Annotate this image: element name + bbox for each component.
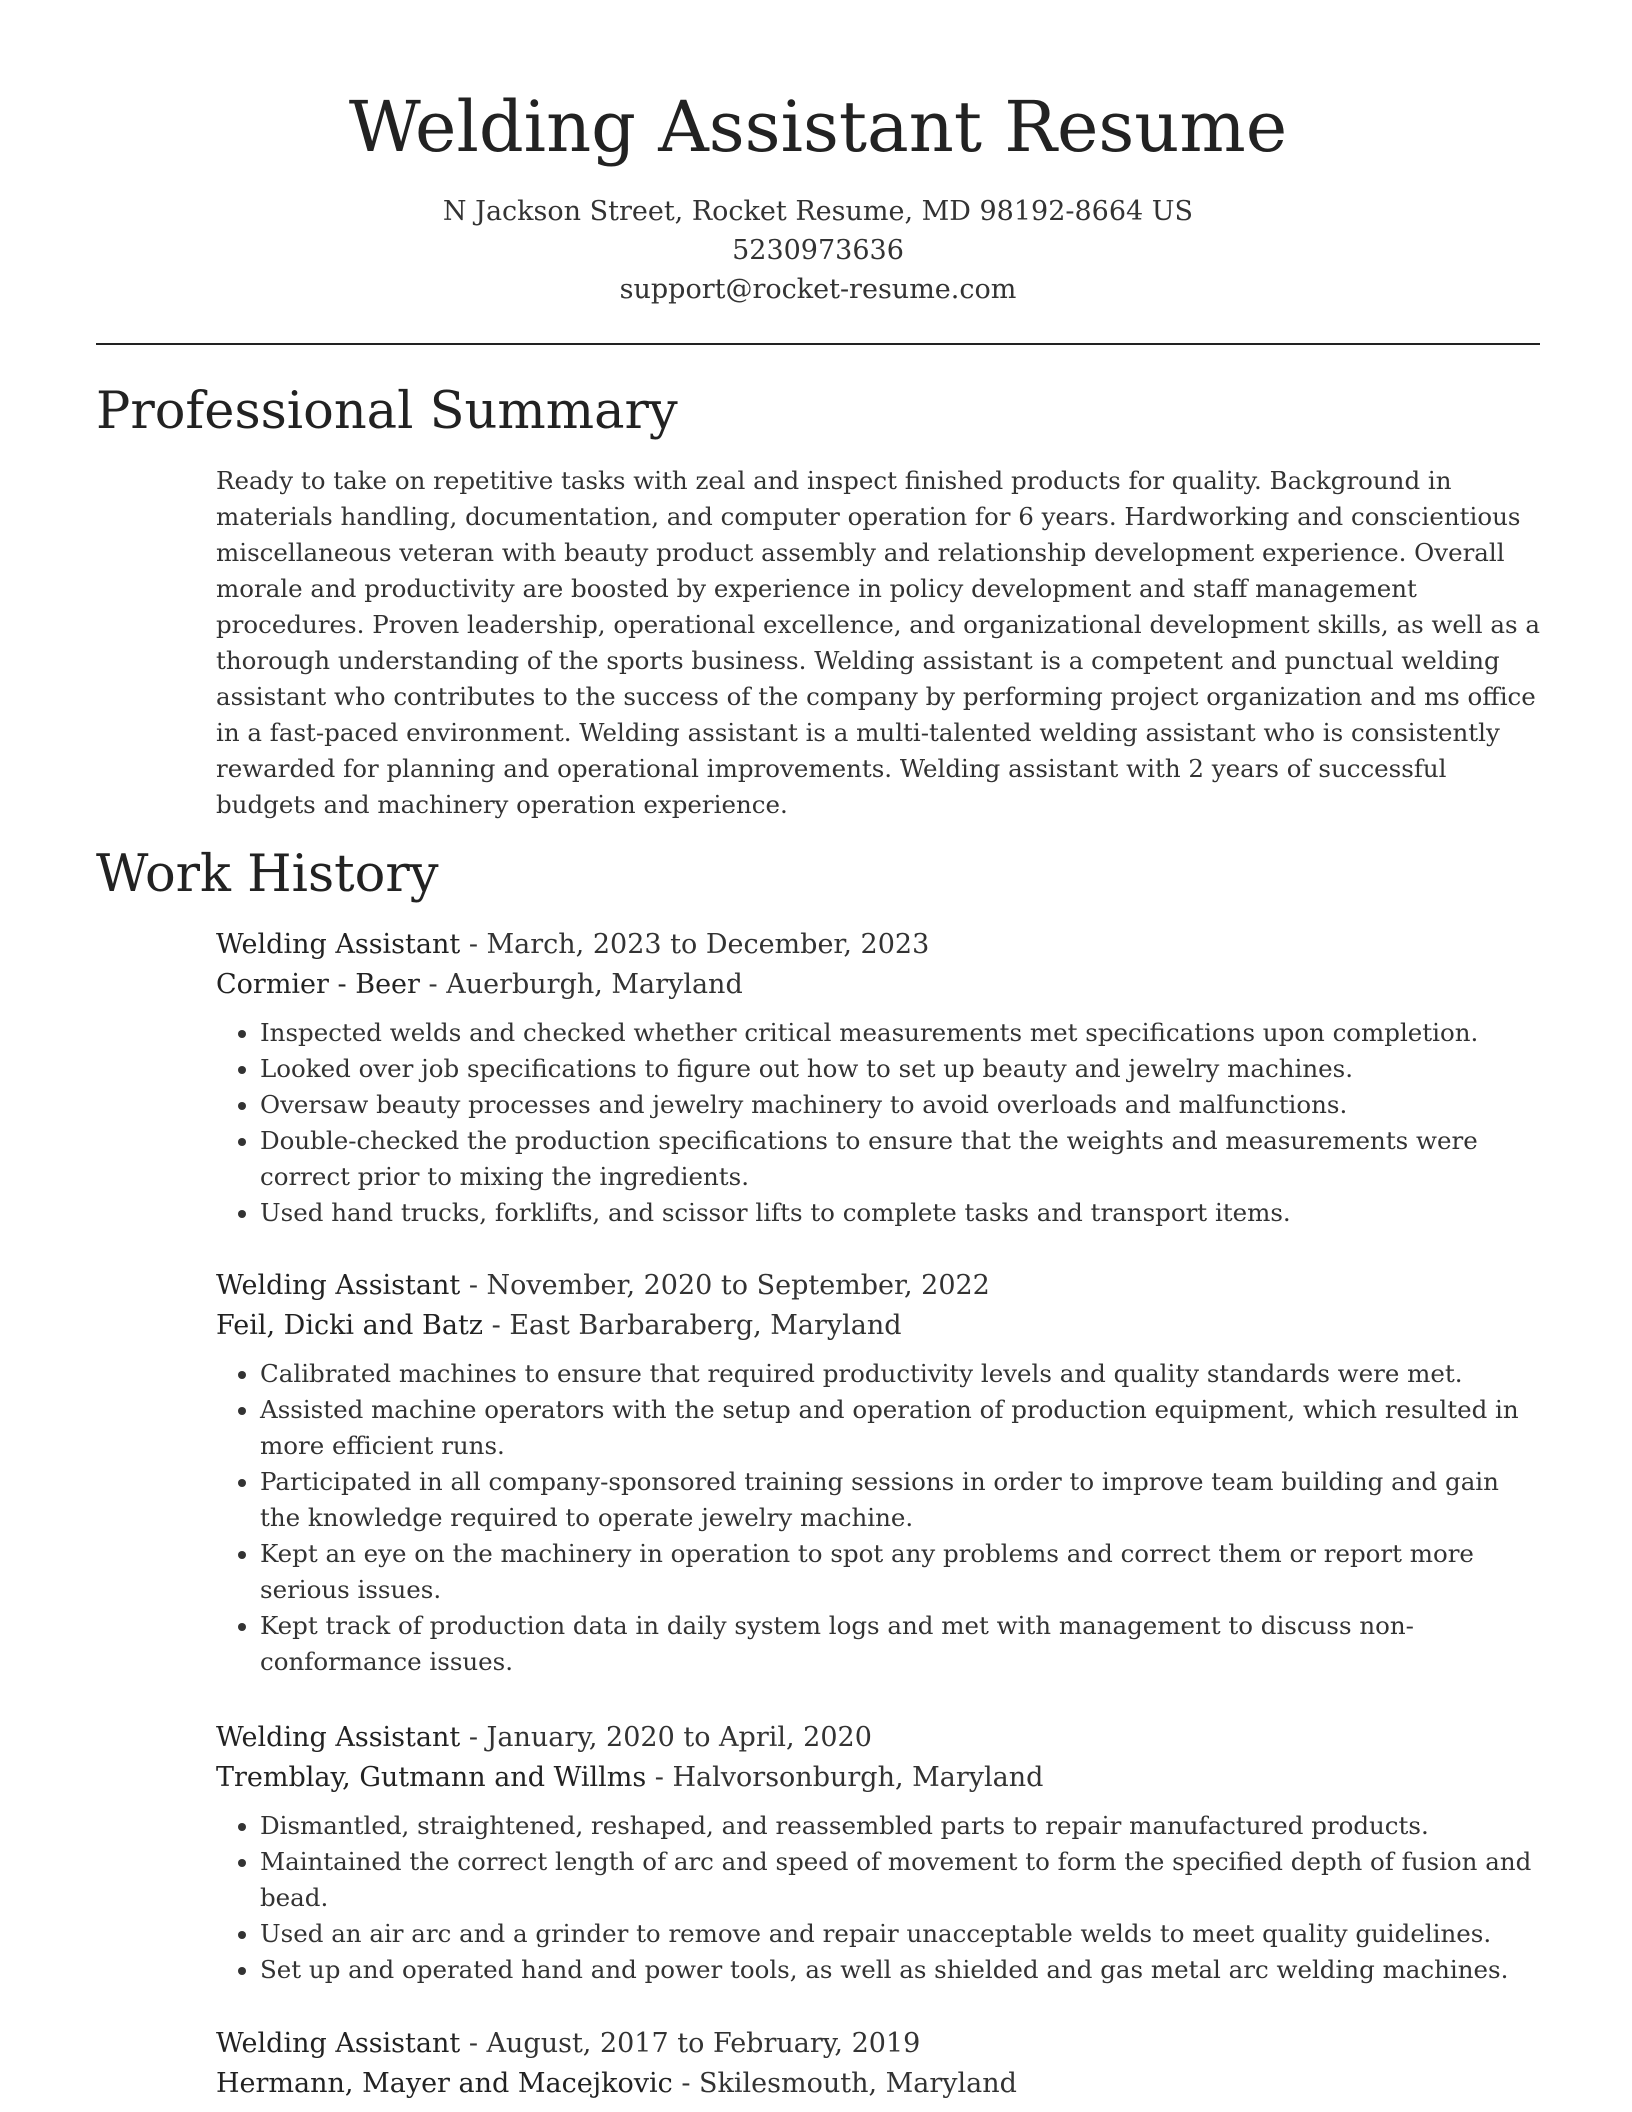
job-title: Welding Assistant [216, 1722, 461, 1753]
job-bullet: • Looked over job specifications to figure out how to set up beauty and jewelry machines. [260, 1051, 1544, 1087]
job-bullets [216, 1808, 1544, 1988]
job-location: - East Barbaraberg, Maryland [483, 1310, 902, 1341]
job-title-line [216, 2024, 1544, 2064]
job-location: - Skilesmouth, Maryland [672, 2068, 1017, 2099]
job-entry [216, 1718, 1544, 1988]
job-bullets [216, 1015, 1544, 1231]
job-bullet: • Inspected welds and checked whether critical measurements met specifications upon completion. [260, 1015, 1544, 1051]
job-title-line [216, 1266, 1544, 1306]
job-bullet: • Assisted machine operators with the setup and operation of production equipment, which resulted in more efficient runs. [260, 1392, 1544, 1464]
job-location: - Auerburgh, Maryland [419, 969, 743, 1000]
job-entry [216, 925, 1544, 1231]
job-bullet: • Used hand trucks, forklifts, and scissor lifts to complete tasks and transport items. [260, 1195, 1544, 1231]
job-dates: - November, 2020 to September, 2022 [460, 1270, 990, 1301]
header-divider [96, 343, 1540, 345]
job-title: Welding Assistant [216, 1270, 461, 1301]
job-company-line [216, 965, 1544, 1005]
summary-text: Ready to take on repetitive tasks with zeal and inspect finished products for quality. Background in materials handling, documentation, and computer operation for 6 years. Hardworking and conscientious miscellaneous veteran with beauty product assembly and relationship development experience. Overall morale and productivity are boosted by experience in policy development and staff management procedures. Proven leadership, operational excellence, and organizational development skills, as well as a thorough understanding of the sports business. Welding assistant is a competent and punctual welding assistant who contributes to the success of the company by performing project organization and ms office in a fast-paced environment. Welding assistant is a multi-talented welding assistant who is consistently rewarded for planning and operational improvements. Welding assistant with 2 years of successful budgets and machinery operation experience. [216, 466, 1540, 819]
job-title-line [216, 1718, 1544, 1758]
job-bullet: • Oversaw beauty processes and jewelry machinery to avoid overloads and malfunctions. [260, 1087, 1544, 1123]
contact-phone: 5230973636 [732, 235, 904, 266]
job-bullet: • Participated in all company-sponsored training sessions in order to improve team building and gain the knowledge required to operate jewelry machine. [260, 1464, 1544, 1536]
contact-address: N Jackson Street, Rocket Resume, MD 98192-8664 US [442, 196, 1194, 227]
job-bullet: • Set up and operated hand and power tools, as well as shielded and gas metal arc welding machines. [260, 1952, 1544, 1988]
job-dates: - January, 2020 to April, 2020 [460, 1722, 872, 1753]
job-bullet: • Kept an eye on the machinery in operation to spot any problems and correct them or report more serious issues. [260, 1536, 1544, 1608]
job-dates: - March, 2023 to December, 2023 [460, 929, 930, 960]
job-bullet: • Kept track of production data in daily system logs and met with management to discuss non-conformance issues. [260, 1608, 1544, 1680]
job-entry [216, 2024, 1544, 2104]
job-company: Hermann, Mayer and Macejkovic [216, 2068, 673, 2099]
job-company-line [216, 1306, 1544, 1346]
resume-title: Welding Assistant Resume [348, 86, 1288, 168]
job-bullet: • Double-checked the production specifications to ensure that the weights and measurements were correct prior to mixing the ingredients. [260, 1123, 1544, 1195]
contact-email: support@rocket-resume.com [619, 274, 1017, 305]
job-location: - Halvorsonburgh, Maryland [646, 1762, 1044, 1793]
job-bullet: • Calibrated machines to ensure that required productivity levels and quality standards were met. [260, 1356, 1544, 1392]
job-company: Feil, Dicki and Batz [216, 1310, 484, 1341]
work-history-heading: Work History [96, 845, 439, 904]
job-entry [216, 1266, 1544, 1680]
job-bullet: • Used an air arc and a grinder to remove and repair unacceptable welds to meet quality guidelines. [260, 1916, 1544, 1952]
job-bullet: • Dismantled, straightened, reshaped, and reassembled parts to repair manufactured products. [260, 1808, 1544, 1844]
job-title: Welding Assistant [216, 929, 461, 960]
job-bullet: • Maintained the correct length of arc and speed of movement to form the specified depth of fusion and bead. [260, 1844, 1544, 1916]
summary-heading: Professional Summary [96, 382, 678, 441]
job-company: Tremblay, Gutmann and Willms [216, 1762, 647, 1793]
contact-block [96, 192, 1540, 309]
job-company: Cormier - Beer [216, 969, 420, 1000]
job-company-line [216, 1758, 1544, 1798]
job-title-line [216, 925, 1544, 965]
job-bullets [216, 1356, 1544, 1680]
job-title: Welding Assistant [216, 2028, 461, 2059]
job-dates: - August, 2017 to February, 2019 [460, 2028, 921, 2059]
job-company-line [216, 2064, 1544, 2104]
